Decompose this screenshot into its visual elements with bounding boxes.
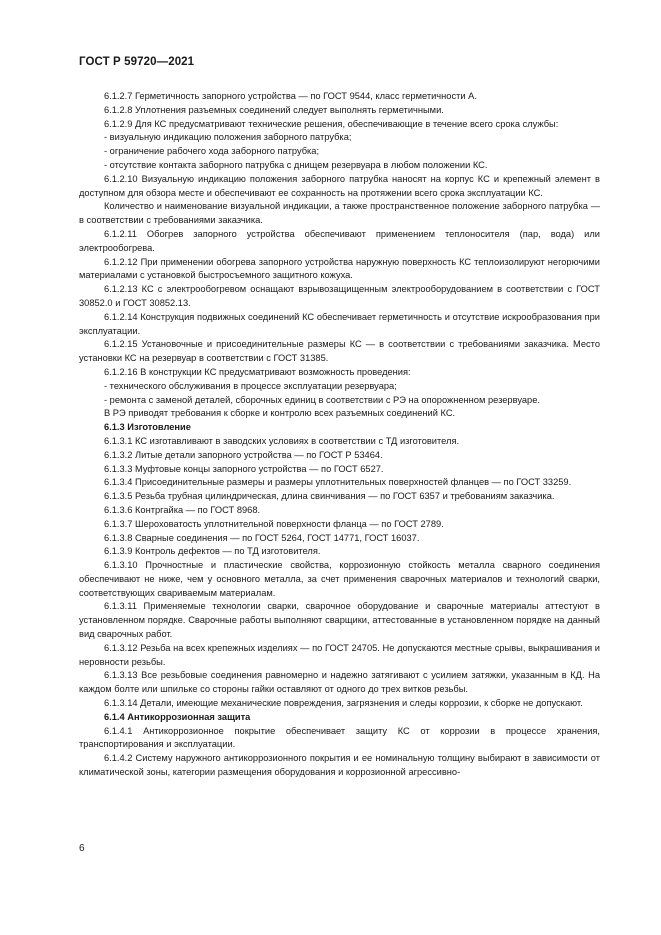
paragraph: 6.1.3.8 Сварные соединения — по ГОСТ 5264, ГОСТ 14771, ГОСТ 16037. [104, 532, 420, 543]
paragraph: 6.1.3.6 Контргайка — по ГОСТ 8968. [104, 504, 261, 515]
paragraph: В РЭ приводят требования к сборке и контролю всех разъемных соединений КС. [104, 408, 456, 419]
paragraph: 6.1.3.9 Контроль дефектов — по ТД изготовителя. [104, 546, 321, 557]
paragraph: 6.1.3.10 Прочностные и пластические свойства, коррозионную стойкость металла сварного соединения обеспечивают не ниже, чем у основного металла, за счет применения сварочных материалов и технологий сварки, соответствующих свариваемым материалам. [79, 560, 600, 598]
page-number: 6 [79, 843, 85, 854]
paragraph: 6.1.3.3 Муфтовые концы запорного устройства — по ГОСТ 6527. [104, 463, 384, 474]
paragraph: 6.1.2.13 КС с электрообогревом оснащают взрывозащищенным электрооборудованием в соответствии с ГОСТ 30852.0 и ГОСТ 30852.13. [79, 284, 600, 308]
paragraph: 6.1.2.15 Установочные и присоединительные размеры КС — в соответствии с требованиями заказчика. Место установки КС на резервуар в соответствии с ГОСТ 31385. [79, 339, 600, 364]
list-item: - визуальную индикацию положения заборного патрубка; [104, 132, 352, 143]
document-header: ГОСТ Р 59720—2021 [79, 56, 195, 68]
paragraph: 6.1.3.13 Все резьбовые соединения равномерно и надежно затягивают с усилием затяжки, указанным в КД. На каждом болте или шпильке со стороны гайки оставляют от одного до трех витков резьбы. [79, 670, 600, 695]
document-body [79, 90, 600, 780]
paragraph: 6.1.3.14 Детали, имеющие механические повреждения, загрязнения и следы коррозии, к сборке не допускают. [104, 698, 583, 709]
paragraph: 6.1.3.12 Резьба на всех крепежных изделиях — по ГОСТ 24705. Не допускаются местные срывы, выкрашивания и неровности резьбы. [79, 642, 600, 667]
paragraph: 6.1.2.8 Уплотнения разъемных соединений следует выполнять герметичными. [104, 104, 444, 115]
paragraph: 6.1.3.11 Применяемые технологии сварки, сварочное оборудование и сварочные материалы аттестуют в установленном порядке. Сварочные работы выполняют сварщики, аттестованные в установленном порядке на данный вид сварочных работ. [79, 601, 600, 640]
paragraph: 6.1.2.10 Визуальную индикацию положения заборного патрубка наносят на корпус КС и крепежный элемент в доступном для обзора месте и обеспечивают ее сохранность на протяжении всего срока эксплуатации КС. [79, 173, 600, 198]
paragraph: 6.1.2.14 Конструкция подвижных соединений КС обеспечивает герметичность и отсутствие искрообразования при эксплуатации. [79, 311, 600, 336]
paragraph: 6.1.3.5 Резьба трубная цилиндрическая, длина свинчивания — по ГОСТ 6357 и требованиям заказчика. [104, 491, 555, 502]
paragraph: 6.1.3.7 Шероховатость уплотнительной поверхности фланца — по ГОСТ 2789. [104, 518, 444, 529]
paragraph: 6.1.4.2 Систему наружного антикоррозионного покрытия и ее номинальную толщину выбирают в зависимости от климатической зоны, категории размещения оборудования и коррозионной агрессивно- [79, 753, 600, 778]
paragraph: Количество и наименование визуальной индикации, а также пространственное положение заборного патрубка — в соответствии с требованиями заказчика. [79, 201, 600, 226]
paragraph: 6.1.3.1 КС изготавливают в заводских условиях в соответствии с ТД изготовителя. [104, 435, 460, 446]
paragraph: 6.1.2.16 В конструкции КС предусматривают возможность проведения: [104, 366, 411, 377]
list-item: - ремонта с заменой деталей, сборочных единиц в соответствии с РЭ на опорожненном резервуаре. [104, 394, 540, 405]
paragraph: 6.1.3.4 Присоединительные размеры и размеры уплотнительных поверхностей фланцев — по ГОСТ 33259. [104, 477, 572, 488]
section-heading: 6.1.3 Изготовление [104, 422, 191, 433]
paragraph: 6.1.2.12 При применении обогрева запорного устройства наружную поверхность КС теплоизолируют негорючими материалами с установкой быстросъемного защитного кожуха. [79, 256, 600, 281]
paragraph: 6.1.2.11 Обогрев запорного устройства обеспечивают применением теплоносителя (пар, вода) или электрообогрева. [79, 228, 600, 253]
paragraph: 6.1.2.7 Герметичность запорного устройства — по ГОСТ 9544, класс герметичности А. [104, 91, 477, 101]
paragraph: 6.1.4.1 Антикоррозионное покрытие обеспечивает защиту КС от коррозии в процессе хранения, транспортирования и эксплуатации. [79, 725, 600, 750]
list-item: - отсутствие контакта заборного патрубка с днищем резервуара в любом положении КС. [104, 159, 488, 170]
list-item: - ограничение рабочего хода заборного патрубка; [104, 146, 320, 157]
paragraph: 6.1.3.2 Литые детали запорного устройства — по ГОСТ Р 53464. [104, 449, 383, 460]
list-item: - технического обслуживания в процессе эксплуатации резервуара; [104, 380, 397, 391]
section-heading: 6.1.4 Антикоррозионная защита [104, 711, 251, 722]
paragraph: 6.1.2.9 Для КС предусматривают технические решения, обеспечивающие в течение всего срока службы: [104, 118, 559, 129]
